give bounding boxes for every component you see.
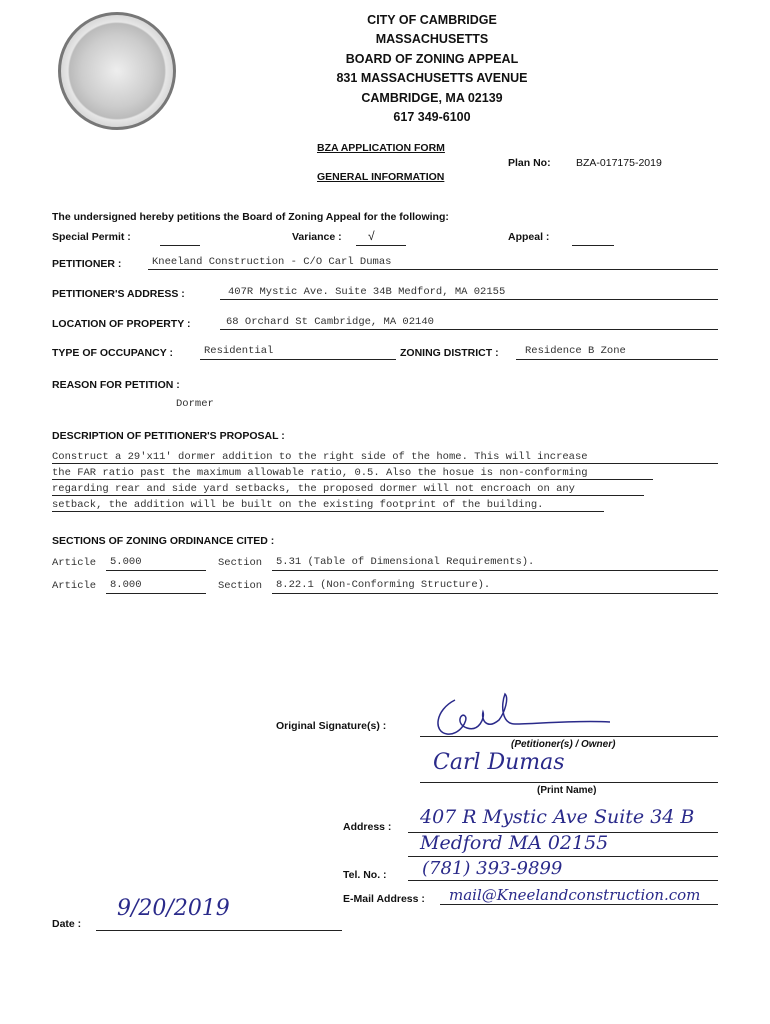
header-board: BOARD OF ZONING APPEAL <box>345 52 519 66</box>
petitioner-address-label: PETITIONER'S ADDRESS : <box>52 288 185 300</box>
location-label: LOCATION OF PROPERTY : <box>52 318 191 330</box>
header-city: CITY OF CAMBRIDGE <box>367 13 497 27</box>
petitioner-label: PETITIONER : <box>52 258 122 270</box>
sig-address-line2: Medford MA 02155 <box>420 832 609 854</box>
tel-value: (781) 393-9899 <box>422 858 563 879</box>
article-label: Article <box>52 557 97 569</box>
date-value: 9/20/2019 <box>117 896 230 921</box>
location-value: 68 Orchard St Cambridge, MA 02140 <box>226 316 434 328</box>
article-value: 5.000 <box>110 556 142 568</box>
plan-label: Plan No: <box>508 157 551 169</box>
occupancy-field[interactable] <box>200 359 396 360</box>
variance-label: Variance : <box>292 231 342 243</box>
zoning-value: Residence B Zone <box>525 345 626 357</box>
form-subtitle: GENERAL INFORMATION <box>317 171 445 183</box>
date-field[interactable] <box>96 930 342 931</box>
sig-address-line1: 407 R Mystic Ave Suite 34 B <box>420 806 695 828</box>
email-label: E-Mail Address : <box>343 893 425 905</box>
description-line: Construct a 29'x11' dormer addition to the right side of the home. This will increase <box>52 451 718 464</box>
petitioner-address-field[interactable] <box>220 299 718 300</box>
appeal-field[interactable] <box>572 245 614 246</box>
sections-label: SECTIONS OF ZONING ORDINANCE CITED : <box>52 535 275 547</box>
reason-value: Dormer <box>176 398 214 410</box>
sig-address-label: Address : <box>343 821 392 833</box>
plan-number: BZA-017175-2019 <box>576 157 662 169</box>
section-field[interactable] <box>272 570 718 571</box>
print-name-caption: (Print Name) <box>537 785 597 796</box>
signature-label: Original Signature(s) : <box>276 720 387 732</box>
signature-field[interactable] <box>420 736 718 737</box>
tel-field[interactable] <box>408 880 718 881</box>
petitioner-address-value: 407R Mystic Ave. Suite 34B Medford, MA 02155 <box>228 286 506 298</box>
section-label: Section <box>218 580 263 592</box>
section-field[interactable] <box>272 593 718 594</box>
petitioner-value: Kneeland Construction - C/O Carl Dumas <box>152 256 392 268</box>
article-value: 8.000 <box>110 579 142 591</box>
header-state: MASSACHUSETTS <box>375 32 489 46</box>
special-permit-label: Special Permit : <box>52 231 131 243</box>
occupancy-label: TYPE OF OCCUPANCY : <box>52 347 173 359</box>
print-name-field[interactable] <box>420 782 718 783</box>
occupancy-value: Residential <box>204 345 274 357</box>
article-field[interactable] <box>106 593 206 594</box>
date-label: Date : <box>52 918 82 930</box>
section-value: 5.31 (Table of Dimensional Requirements). <box>276 556 535 568</box>
description-line: the FAR ratio past the maximum allowable ratio, 0.5. Also the hosue is non-conforming <box>52 467 653 480</box>
variance-field[interactable] <box>356 245 406 246</box>
description-line: setback, the addition will be built on the existing footprint of the building. <box>52 499 604 512</box>
reason-label: REASON FOR PETITION : <box>52 379 180 391</box>
description-line: regarding rear and side yard setbacks, the proposed dormer will not encroach on any <box>52 483 644 496</box>
description-label: DESCRIPTION OF PETITIONER'S PROPOSAL : <box>52 430 285 442</box>
zoning-label: ZONING DISTRICT : <box>400 347 499 359</box>
header-city-zip: CAMBRIDGE, MA 02139 <box>361 91 503 105</box>
sig-address-field-2[interactable] <box>408 856 718 857</box>
header-street: 831 MASSACHUSETTS AVENUE <box>336 71 528 85</box>
email-field[interactable] <box>440 904 718 905</box>
city-seal-icon <box>58 12 176 130</box>
appeal-label: Appeal : <box>508 231 550 243</box>
article-field[interactable] <box>106 570 206 571</box>
variance-check: √ <box>368 229 375 243</box>
zoning-field[interactable] <box>516 359 718 360</box>
header-phone: 617 349-6100 <box>393 110 471 124</box>
tel-label: Tel. No. : <box>343 869 387 881</box>
location-field[interactable] <box>220 329 718 330</box>
form-title: BZA APPLICATION FORM <box>317 142 445 154</box>
signature-caption: (Petitioner(s) / Owner) <box>511 739 616 750</box>
section-label: Section <box>218 557 263 569</box>
signature-scribble-icon <box>425 690 615 740</box>
intro-text: The undersigned hereby petitions the Board of Zoning Appeal for the following: <box>52 211 449 223</box>
section-value: 8.22.1 (Non-Conforming Structure). <box>276 579 491 591</box>
petitioner-field[interactable] <box>148 269 718 270</box>
article-label: Article <box>52 580 97 592</box>
print-name-value: Carl Dumas <box>433 750 565 775</box>
email-value: mail@Kneelandconstruction.com <box>449 886 701 904</box>
special-permit-field[interactable] <box>160 245 200 246</box>
